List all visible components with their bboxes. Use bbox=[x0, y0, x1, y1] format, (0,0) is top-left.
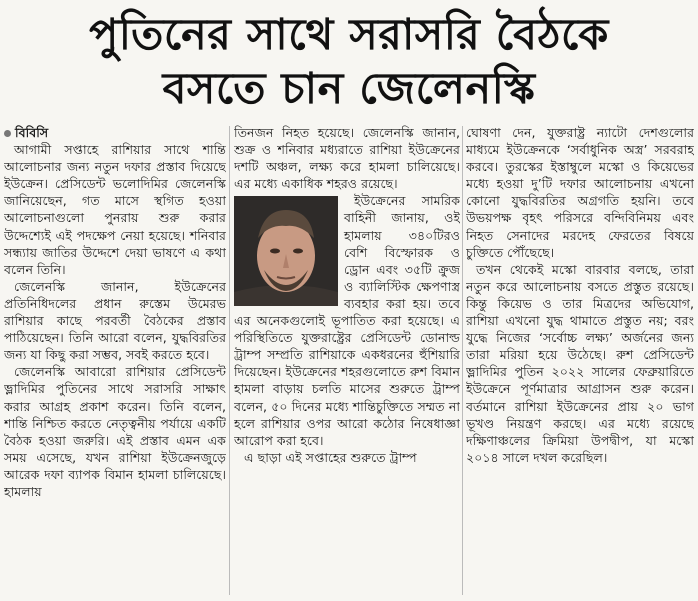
headline-line-1: পুতিনের সাথে সরাসরি বৈঠকে bbox=[89, 10, 609, 60]
headline-line-2: বসতে চান জেলেনস্কি bbox=[162, 64, 536, 114]
headline bbox=[0, 8, 698, 116]
paragraph: তিনজন নিহত হয়েছে। জেলেনস্কি জানান, শুক্র ও শনিবার মধ্যরাতে রাশিয়া ইউক্রেনের দশটি অঞ্চল, লক্ষ্য করে হামলা চালিয়েছে। এর মধ্যে একাধিক শহরও রয়েছে। bbox=[234, 125, 460, 192]
column-divider bbox=[462, 126, 463, 595]
article-column-1 bbox=[4, 124, 226, 597]
paragraph: তখন থেকেই মস্কো বারবার বলছে, তারা নতুন করে আলোচনায় বসতে প্রস্তুত রয়েছে। কিন্তু কিয়েভ ও তার মিত্রদের অভিযোগ, রাশিয়া এখনো যুদ্ধ থামাতে প্রস্তুত নয়; বরং যুদ্ধে নিজের ‘সর্বোচ্চ লক্ষ্য’ অর্জনের জন্য তারা মরিয়া হয়ে উঠেছে। রুশ প্রেসিডেন্ট ভ্লাদিমির পুতিন ২০২২ সালের ফেব্রুয়ারিতে ইউক্রেনে পূর্ণমাত্রার আগ্রাসন শুরু করেন। বর্তমানে রাশিয়া ইউক্রেনের প্রায় ২০ ভাগ ভূখণ্ড নিয়ন্ত্রণ করছে। এর মধ্যে রয়েছে দক্ষিণাঞ্চলের ক্রিমিয়া উপদ্বীপ, যা মস্কো ২০১৪ সালে দখল করেছিল। bbox=[466, 261, 694, 465]
paragraph: জেলেনস্কি আবারো রাশিয়ার প্রেসিডেন্ট ভ্লাদিমির পুতিনের সাথে সরাসরি সাক্ষাৎ করার আগ্রহ প্রকাশ করেন। তিনি বলেন, শান্তি নিশ্চিত করতে নেতৃত্বনীয় পর্যায়ে একটি বৈঠক হওয়া জরুরি। এই প্রস্তাব এমন এক সময় এসেছে, যখন রাশিয়া ইউক্রেনজুড়ে আরেক দফা ব্যাপক বিমান হামলা চালিয়েছে। হামলায় bbox=[4, 364, 226, 499]
paragraph: ঘোষণা দেন, যুক্তরাষ্ট্র ন্যাটো দেশগুলোর মাধ্যমে ইউক্রেনকে ‘সর্বাধুনিক অস্ত্র’ সরবরাহ করবে। তুরস্কের ইস্তাম্বুলে মস্কো ও কিয়েভের মধ্যে হওয়া দু’টি দফার আলোচনায় এখনো কোনো যুদ্ধবিরতির অগ্রগতি হয়নি। তবে উভয়পক্ষ বৃহৎ পরিসরে বন্দিবিনিময় এবং নিহত সেনাদের মরদেহ ফেরতের বিষয়ে চুক্তিতে পৌঁছেছে। bbox=[466, 125, 694, 260]
source-label: বিবিসি bbox=[15, 125, 49, 140]
zelensky-photo bbox=[234, 196, 338, 306]
article-column-3 bbox=[466, 124, 694, 597]
paragraph: এ ছাড়া এই সপ্তাহের শুরুতে ট্রাম্প bbox=[244, 449, 417, 465]
source-credit bbox=[4, 124, 226, 141]
paragraph: জেলেনস্কি জানান, ইউক্রেনের প্রতিনিধিদলের প্রধান রুস্তেম উমেরভ রাশিয়ার কাছে পরবর্তী বৈঠকের প্রস্তাব পাঠিয়েছেন। তিনি আরো বলেন, যুদ্ধবিরতির জন্য যা কিছু করা সম্ভব, সবই করতে হবে। bbox=[4, 278, 226, 363]
bullet-icon bbox=[4, 130, 11, 137]
paragraph: ইউক্রেনের সামরিক বাহিনী জানায়, ওই হামলায় ৩৪০টিরও বেশি বিস্ফোরক ও ড্রোন এবং ৩৫টি ক্রুজ ও ব্যালিস্টিক ক্ষেপণাস্ত্র ব্যবহার করা হয়। তবে এর অনেকগুলোই ভূপাতিত করা হয়েছে। এ পরিস্থিতিতে যুক্তরাষ্ট্রের প্রেসিডেন্ট ডোনাল্ড ট্রাম্প সম্প্রতি রাশিয়াকে একধরনের হুঁশিয়ারি দিয়েছেন। ইউক্রেনের শহরগুলোতে রুশ বিমান হামলা বাড়ায় চলতি মাসের শুরুতে ট্রাম্প বলেন, ৫০ দিনের মধ্যে শান্তিচুক্তিতে সম্মত না হলে রাশিয়ার ওপর আরো কঠোর নিষেধাজ্ঞা আরোপ করা হবে। bbox=[234, 193, 460, 448]
portrait-icon bbox=[234, 196, 338, 306]
paragraph: আগামী সপ্তাহে রাশিয়ার সাথে শান্তি আলোচনার জন্য নতুন দফার প্রস্তাব দিয়েছে ইউক্রেন। প্রেসিডেন্ট ভলোদিমির জেলেনস্কি জানিয়েছেন, গত মাসে স্থগিত হওয়া আলোচনাগুলো পুনরায় শুরু করার উদ্দেশ্যেই এই পদক্ষেপ নেয়া হয়েছে। শনিবার সন্ধ্যায় জাতির উদ্দেশে দেয়া ভাষণে এ কথা বলেন তিনি। bbox=[4, 142, 226, 277]
article-column-2 bbox=[234, 124, 460, 597]
column-divider bbox=[229, 126, 230, 595]
